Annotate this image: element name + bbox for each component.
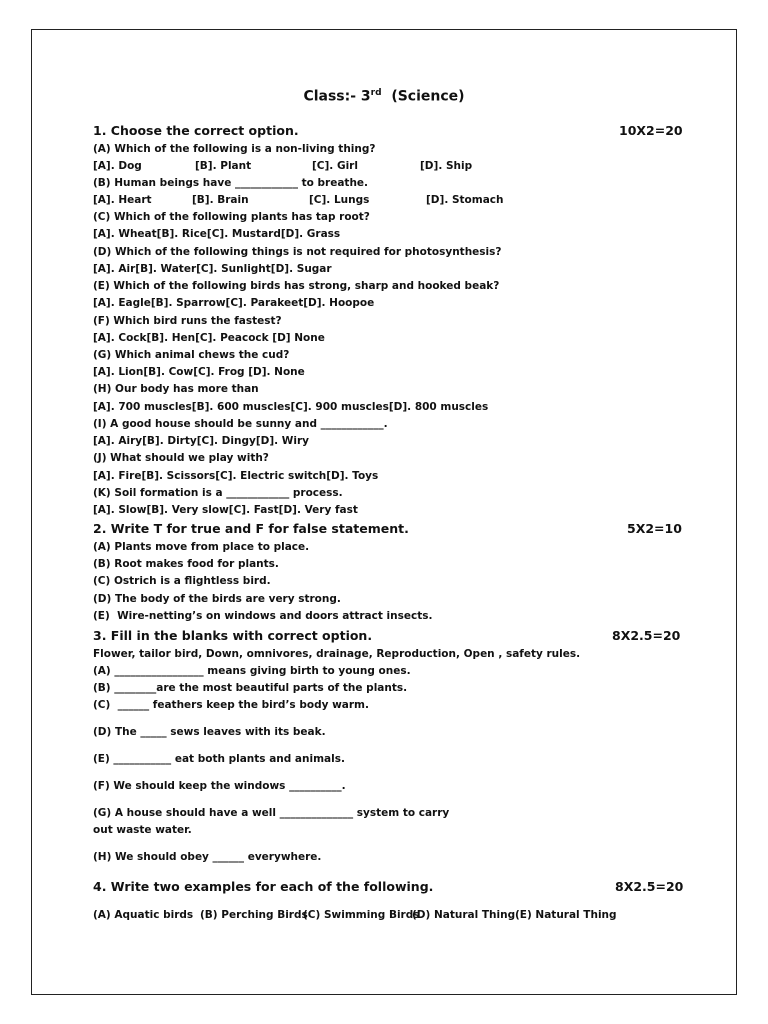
section-2-heading: 2. Write T for true and F for false statement. — [93, 521, 409, 536]
question-i: (I) A good house should be sunny and ____________. — [93, 418, 388, 430]
question-c: (C) Which of the following plants has tap root? — [93, 211, 370, 223]
statement-e: (E) Wire-netting’s on windows and doors attract insects. — [93, 610, 433, 622]
blank-a: (A) _________________ means giving birth to young ones. — [93, 665, 411, 677]
title-subject: (Science) — [391, 88, 465, 105]
title-class: Class:- 3 — [303, 88, 371, 105]
blank-b: (B) ________are the most beautiful parts of the plants. — [93, 682, 408, 694]
statement-d: (D) The body of the birds are very strong. — [93, 593, 341, 605]
section-4-marks: 8X2.5=20 — [615, 879, 684, 894]
blank-c: (C) ______ feathers keep the bird’s body warm. — [93, 699, 369, 711]
options-i: [A]. Airy[B]. Dirty[C]. Dingy[D]. Wiry — [93, 435, 309, 447]
title-sup: rd — [370, 88, 382, 98]
section-3-marks: 8X2.5=20 — [612, 628, 681, 643]
options-d: [A]. Air[B]. Water[C]. Sunlight[D]. Sugar — [93, 263, 332, 275]
option-b-b: [B]. Brain — [192, 194, 249, 206]
question-a: (A) Which of the following is a non-living thing? — [93, 143, 376, 155]
example-a: (A) Aquatic birds — [93, 909, 194, 921]
example-e: (E) Natural Thing — [515, 909, 617, 921]
option-a-b: [B]. Plant — [195, 160, 252, 172]
statement-c: (C) Ostrich is a flightless bird. — [93, 575, 271, 587]
option-b-d: [D]. Stomach — [426, 194, 504, 206]
example-d: (D) Natural Thing — [412, 909, 516, 921]
blank-g-continued: out waste water. — [93, 824, 192, 836]
question-d: (D) Which of the following things is not required for photosynthesis? — [93, 246, 502, 258]
options-g: [A]. Lion[B]. Cow[C]. Frog [D]. None — [93, 366, 305, 378]
question-e: (E) Which of the following birds has strong, sharp and hooked beak? — [93, 280, 500, 292]
option-b-c: [C]. Lungs — [309, 194, 370, 206]
question-k: (K) Soil formation is a ____________ process. — [93, 487, 343, 499]
example-b: (B) Perching Birds — [200, 909, 308, 921]
options-j: [A]. Fire[B]. Scissors[C]. Electric switch[D]. Toys — [93, 470, 379, 482]
options-e: [A]. Eagle[B]. Sparrow[C]. Parakeet[D]. Hoopoe — [93, 297, 375, 309]
blank-h: (H) We should obey ______ everywhere. — [93, 851, 322, 863]
blank-e: (E) ___________ eat both plants and animals. — [93, 753, 345, 765]
statement-b: (B) Root makes food for plants. — [93, 558, 279, 570]
question-j: (J) What should we play with? — [93, 452, 269, 464]
option-b-a: [A]. Heart — [93, 194, 152, 206]
options-c: [A]. Wheat[B]. Rice[C]. Mustard[D]. Grass — [93, 228, 341, 240]
options-k: [A]. Slow[B]. Very slow[C]. Fast[D]. Very fast — [93, 504, 358, 516]
title-space — [382, 89, 392, 105]
options-h: [A]. 700 muscles[B]. 600 muscles[C]. 900 muscles[D]. 800 muscles — [93, 401, 489, 413]
section-2-marks: 5X2=10 — [627, 521, 682, 536]
option-a-a: [A]. Dog — [93, 160, 142, 172]
section-4-heading: 4. Write two examples for each of the following. — [93, 879, 434, 894]
blank-f: (F) We should keep the windows __________. — [93, 780, 346, 792]
question-f: (F) Which bird runs the fastest? — [93, 315, 282, 327]
question-h: (H) Our body has more than — [93, 383, 259, 395]
blank-g: (G) A house should have a well ______________ system to carry — [93, 807, 450, 819]
question-b: (B) Human beings have ____________ to breathe. — [93, 177, 369, 189]
section-1-heading: 1. Choose the correct option. — [93, 123, 299, 138]
option-a-c: [C]. Girl — [312, 160, 358, 172]
option-a-d: [D]. Ship — [420, 160, 473, 172]
word-bank: Flower, tailor bird, Down, omnivores, drainage, Reproduction, Open , safety rules. — [93, 648, 581, 660]
blank-d: (D) The _____ sews leaves with its beak. — [93, 726, 326, 738]
statement-a: (A) Plants move from place to place. — [93, 541, 310, 553]
section-3-heading: 3. Fill in the blanks with correct option. — [93, 628, 373, 643]
question-g: (G) Which animal chews the cud? — [93, 349, 290, 361]
section-1-marks: 10X2=20 — [619, 123, 683, 138]
example-c: (C) Swimming Birds — [303, 909, 420, 921]
page-title — [0, 88, 768, 105]
options-f: [A]. Cock[B]. Hen[C]. Peacock [D] None — [93, 332, 325, 344]
